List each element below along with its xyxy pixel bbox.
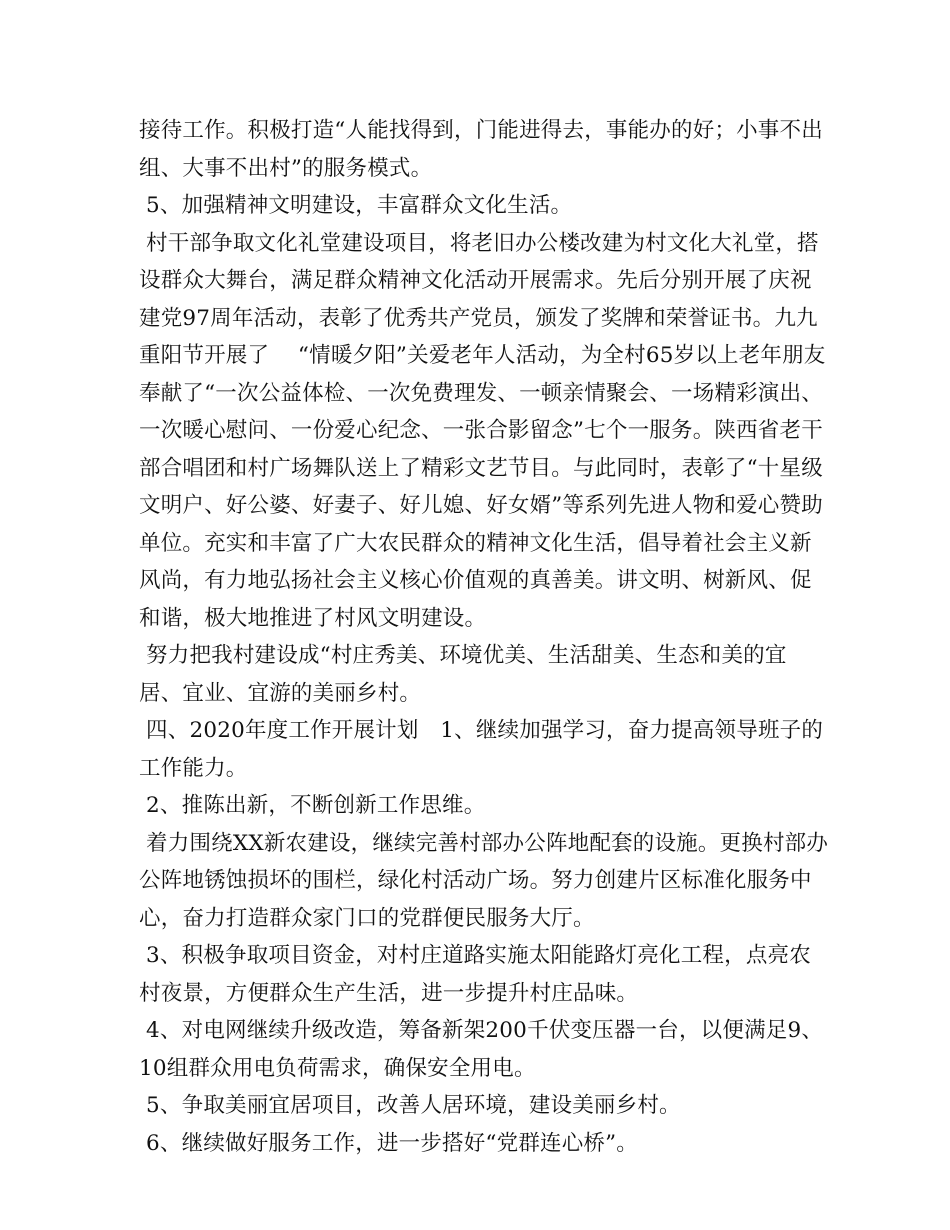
document-body [139,112,829,1162]
paragraph-heading-civilization: 5、加强精神文明建设，丰富群众文化生活。 [139,193,573,218]
paragraph-beautiful-village: 努力把我村建设成“村庄秀美、环境优美、生活甜美、生态和美的宜居、宜业、宜游的美丽乡村。 [139,643,787,706]
paragraph-office-facilities: 着力围绕XX新农建设，继续完善村部办公阵地配套的设施。更换村部办公阵地锈蚀损坏的围栏，绿化村活动广场。努力创建片区标准化服务中心，奋力打造群众家门口的党群便民服务大厅。 [139,830,829,931]
paragraph-street-lights: 3、积极争取项目资金，对村庄道路实施太阳能路灯亮化工程，点亮农村夜景，方便群众生产生活，进一步提升村庄品味。 [139,943,811,1006]
paragraph-cultural-hall: 村干部争取文化礼堂建设项目，将老旧办公楼改建为村文化大礼堂，搭设群众大舞台，满足群众精神文化活动开展需求。先后分别开展了庆祝建党97周年活动，表彰了优秀共产党员，颁发了奖牌和荣誉证书。九九重阳节开展了 “情暖夕阳”关爱老年人活动，为全村65岁以上老年朋友奉献了“一次公益体检、一次免费理发、一顿亲情聚会、一场精彩演出、一次暖心慰问、一份爱心纪念、一张合影留念”七个一服务。陕西省老干部合唱团和村广场舞队送上了精彩文艺节目。与此同时，表彰了“十星级文明户、好公婆、好妻子、好儿媳、好女婿”等系列先进人物和爱心赞助单位。充实和丰富了广大农民群众的精神文化生活，倡导着社会主义新风尚，有力地弘扬社会主义核心价值观的真善美。讲文明、树新风、促和谐，极大地推进了村风文明建设。 [139,230,826,631]
paragraph-innovation: 2、推陈出新，不断创新工作思维。 [139,793,486,818]
paragraph-plan-2020: 四、2020年度工作开展计划 1、继续加强学习，奋力提高领导班子的工作能力。 [139,718,824,781]
paragraph-power-grid: 4、对电网继续升级改造，筹备新架200千伏变压器一台，以便满足9、10组群众用电负荷需求，确保安全用电。 [139,1018,824,1081]
paragraph-livable-project: 5、争取美丽宜居项目，改善人居环境，建设美丽乡村。 [139,1093,681,1118]
paragraph-reception-work: 接待工作。积极打造“人能找得到，门能进得去，事能办的好；小事不出组、大事不出村”的服务模式。 [139,118,823,181]
paragraph-service-work: 6、继续做好服务工作，进一步搭好“党群连心桥”。 [139,1130,639,1156]
